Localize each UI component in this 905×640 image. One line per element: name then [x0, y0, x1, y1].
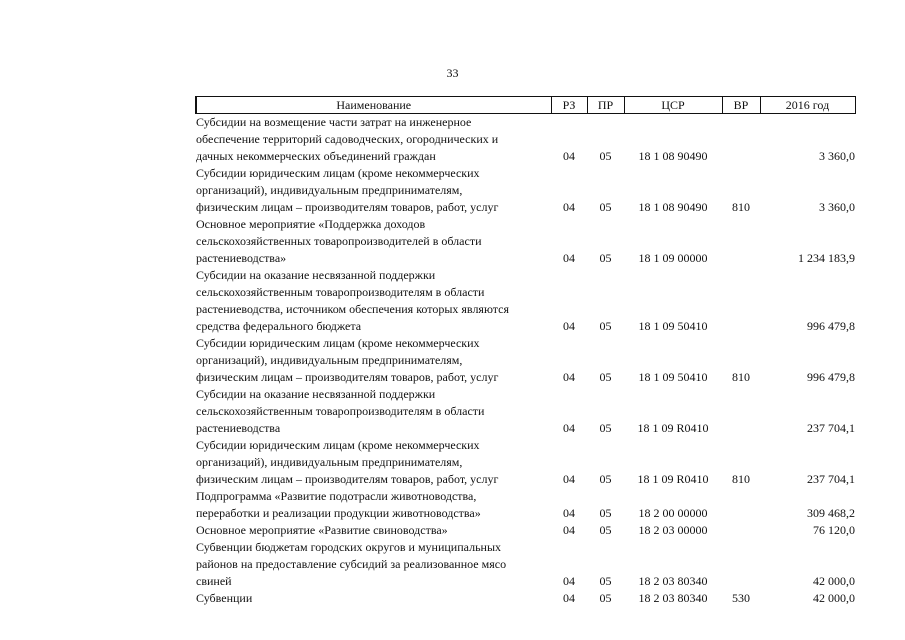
row-vr	[722, 488, 760, 522]
table-row	[196, 165, 855, 216]
row-name-line: дачных некоммерческих объединений граждан	[196, 149, 436, 163]
row-vr	[722, 522, 760, 539]
table-row	[196, 267, 855, 335]
row-pr: 05	[599, 472, 612, 486]
header-pr: ПР	[587, 97, 624, 114]
row-name-line: физическим лицам – производителям товаров, работ, услуг	[196, 472, 499, 486]
row-vr	[722, 539, 760, 590]
row-rz: 04	[563, 506, 575, 520]
row-name	[196, 539, 551, 590]
row-vr: 530	[732, 591, 750, 605]
table-row	[196, 522, 855, 539]
table-row	[196, 437, 855, 488]
row-rz: 04	[563, 472, 575, 486]
row-name-line: районов на предоставление субсидий за реализованное мясо	[196, 557, 507, 571]
row-name-line: организаций), индивидуальным предпринимателям,	[196, 183, 463, 197]
row-vr: 810	[732, 370, 750, 384]
header-vr: ВР	[722, 97, 760, 114]
table-body	[196, 114, 855, 608]
page-number: 33	[446, 66, 459, 80]
row-name	[196, 216, 551, 267]
row-vr	[722, 114, 760, 166]
row-rz: 04	[563, 421, 575, 435]
row-amount: 76 120,0	[813, 523, 855, 537]
row-name-line: растениеводства, источником обеспечения которых являются	[196, 302, 509, 316]
header-rz: РЗ	[551, 97, 587, 114]
row-vr	[722, 267, 760, 335]
budget-table	[195, 96, 856, 607]
row-amount: 42 000,0	[813, 591, 855, 605]
row-name-line: организаций), индивидуальным предпринимателям,	[196, 353, 463, 367]
row-amount: 237 704,1	[807, 472, 855, 486]
row-rz: 04	[563, 370, 575, 384]
row-amount: 996 479,8	[807, 319, 855, 333]
table-row	[196, 539, 855, 590]
row-name-line: Субсидии на возмещение части затрат на инженерное	[196, 115, 472, 129]
row-csr: 18 2 03 80340	[638, 591, 708, 605]
row-name	[196, 522, 551, 539]
row-amount: 3 360,0	[819, 200, 855, 214]
row-name-line: Субсидии на оказание несвязанной поддержки	[196, 268, 436, 282]
header-csr: ЦСР	[624, 97, 722, 114]
row-amount: 237 704,1	[807, 421, 855, 435]
row-amount: 1 234 183,9	[798, 251, 855, 265]
row-rz: 04	[563, 251, 575, 265]
row-name-line: сельскохозяйственным товаропроизводителям в области	[196, 404, 485, 418]
table-row	[196, 590, 855, 607]
row-name-line: Субсидии юридическим лицам (кроме некоммерческих	[196, 438, 480, 452]
table-row	[196, 114, 855, 166]
row-name-line: сельскохозяйственных товаропроизводителей в области	[196, 234, 482, 248]
row-name	[196, 590, 551, 607]
table-row	[196, 216, 855, 267]
row-csr: 18 1 09 00000	[638, 251, 708, 265]
row-rz: 04	[563, 200, 575, 214]
row-rz: 04	[563, 149, 575, 163]
row-amount: 3 360,0	[819, 149, 855, 163]
row-pr: 05	[599, 506, 612, 520]
row-name-line: Основное мероприятие «Развитие свиноводства»	[196, 523, 448, 537]
row-pr: 05	[599, 251, 612, 265]
row-vr	[722, 216, 760, 267]
row-csr: 18 2 00 00000	[638, 506, 708, 520]
row-name-line: обеспечение территорий садоводческих, огороднических и	[196, 132, 499, 146]
row-name-line: Субсидии юридическим лицам (кроме некоммерческих	[196, 166, 480, 180]
row-pr: 05	[599, 591, 612, 605]
row-pr: 05	[599, 523, 612, 537]
row-pr: 05	[599, 574, 612, 588]
row-csr: 18 1 09 50410	[638, 319, 708, 333]
row-csr: 18 1 09 R0410	[637, 472, 709, 486]
row-amount: 309 468,2	[807, 506, 855, 520]
row-name	[196, 165, 551, 216]
header-year: 2016 год	[760, 97, 855, 114]
row-name-line: Субсидии на оказание несвязанной поддержки	[196, 387, 436, 401]
row-vr: 810	[732, 472, 750, 486]
row-name-line: растениеводства	[196, 421, 281, 435]
row-name-line: средства федерального бюджета	[196, 319, 362, 333]
row-rz: 04	[563, 574, 575, 588]
row-rz: 04	[563, 523, 575, 537]
row-name	[196, 114, 551, 166]
row-csr: 18 2 03 00000	[638, 523, 708, 537]
row-name-line: физическим лицам – производителям товаров, работ, услуг	[196, 370, 499, 384]
row-csr: 18 1 08 90490	[638, 149, 708, 163]
table-row	[196, 386, 855, 437]
row-name-line: Подпрограмма «Развитие подотрасли животноводства,	[196, 489, 477, 503]
row-csr: 18 1 09 50410	[638, 370, 708, 384]
row-name-line: Субвенции	[196, 591, 253, 605]
row-name	[196, 267, 551, 335]
row-pr: 05	[599, 149, 612, 163]
row-name-line: растениеводства»	[196, 251, 287, 265]
row-name-line: Субсидии юридическим лицам (кроме некоммерческих	[196, 336, 480, 350]
row-rz: 04	[563, 591, 575, 605]
row-csr: 18 1 08 90490	[638, 200, 708, 214]
row-csr: 18 1 09 R0410	[637, 421, 709, 435]
row-name-line: сельскохозяйственным товаропроизводителям в области	[196, 285, 485, 299]
row-name-line: физическим лицам – производителям товаров, работ, услуг	[196, 200, 499, 214]
row-pr: 05	[599, 200, 612, 214]
row-rz: 04	[563, 319, 575, 333]
table-row	[196, 488, 855, 522]
row-pr: 05	[599, 319, 612, 333]
row-name-line: свиней	[196, 574, 232, 588]
row-name	[196, 335, 551, 386]
table-row	[196, 335, 855, 386]
row-name	[196, 386, 551, 437]
table-header-row	[196, 97, 855, 114]
row-name-line: Основное мероприятие «Поддержка доходов	[196, 217, 426, 231]
row-amount: 996 479,8	[807, 370, 855, 384]
row-pr: 05	[599, 421, 612, 435]
row-vr	[722, 386, 760, 437]
header-name: Наименование	[196, 97, 551, 114]
row-name-line: переработки и реализации продукции животноводства»	[196, 506, 481, 520]
row-amount: 42 000,0	[813, 574, 855, 588]
row-name-line: организаций), индивидуальным предпринимателям,	[196, 455, 463, 469]
row-vr: 810	[732, 200, 750, 214]
row-name-line: Субвенции бюджетам городских округов и муниципальных	[196, 540, 502, 554]
row-csr: 18 2 03 80340	[638, 574, 708, 588]
row-pr: 05	[599, 370, 612, 384]
row-name	[196, 437, 551, 488]
row-name	[196, 488, 551, 522]
